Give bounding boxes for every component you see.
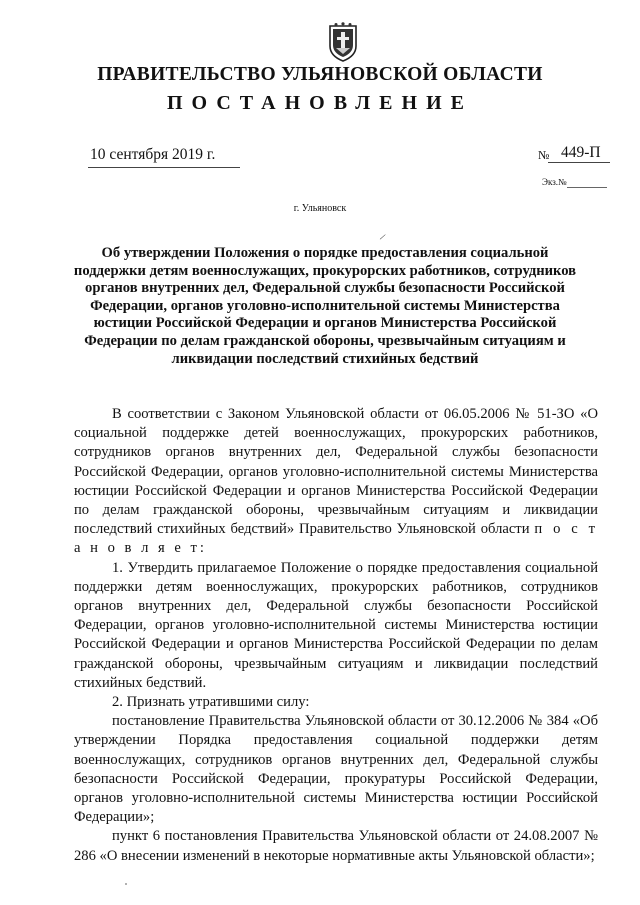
decides-text: п о с т а н о в л я е т: [74,521,598,557]
city: г. Ульяновск [293,203,347,214]
coat-of-arms-icon [328,22,358,62]
item-2-paragraph: 2. Признать утратившими силу: [112,694,310,711]
preamble-text: В соответствии с Законом Ульяновской области от 06.05.2006 № 51-ЗО «О социальной поддержке детей военнослужащих, прокурорских работников, сотрудников органов внутренних дел, Федеральной службы безопасности Российской Федерации, органов уголовно-исполнительной системы Министерства юстиции Российской Федерации и органов Министерства Российской Федерации по делам гражданской обороны, чрезвычайным ситуациям и ликвидации последствий стихийных бедствий» Правительство Ульяновской области [74,406,598,538]
document-type: ПОСТАНОВЛЕНИЕ [167,92,473,114]
document-subject: Об утверждении Положения о порядке предоставления социальной поддержки детям военнослужащих, прокурорских работников, сотрудников органов внутренних дел, Федеральной службы безопасности Российской Федерации, органов уголовно-исполнительной системы Министерства юстиции Российской Федерации и органов Министерства Российской Федерации по делам гражданской обороны, чрезвычайным ситуациям и ликвидации последствий стихийных бедствий [73,245,577,367]
item-2a-paragraph: постановление Правительства Ульяновской области от 30.12.2006 № 384 «Об утверждении Порядка предоставления социальной поддержки детям военнослужащих, сотрудников органов внутренних дел, Федеральной службы безопасности Российской Федерации, прокуратуры Российской Федерации, органов уголовно-исполнительной системы Министерства юстиции Российской Федерации»; [74,713,598,826]
document-date: 10 сентября 2019 г. [90,146,216,163]
pen-mark: / [378,232,387,243]
preamble-paragraph [74,405,598,559]
document-body [74,405,598,866]
copy-number-label: Экз.№ [542,177,567,187]
item-1-paragraph: 1. Утвердить прилагаемое Положение о порядке предоставления социальной поддержки детям военнослужащих, прокурорских работников, сотрудников органов внутренних дел, Федеральной службы безопасности Российской Федерации, органов уголовно-исполнительной системы Министерства юстиции Российской Федерации и органов Министерства Российской Федерации по делам гражданской обороны, чрезвычайным ситуациям и ликвидации последствий стихийных бедствий. [74,559,598,691]
scan-speck [125,883,127,885]
government-title: ПРАВИТЕЛЬСТВО УЛЬЯНОВСКОЙ ОБЛАСТИ [97,64,543,85]
document-number: 449-П [561,144,601,161]
item-2b-paragraph: пункт 6 постановления Правительства Ульяновской области от 24.08.2007 № 286 «О внесении изменений в некоторые нормативные акты Ульяновской области»; [74,828,598,864]
date-underline [88,167,240,168]
copy-number-underline [567,187,607,188]
number-prefix: № [538,148,550,162]
number-underline [548,162,610,163]
